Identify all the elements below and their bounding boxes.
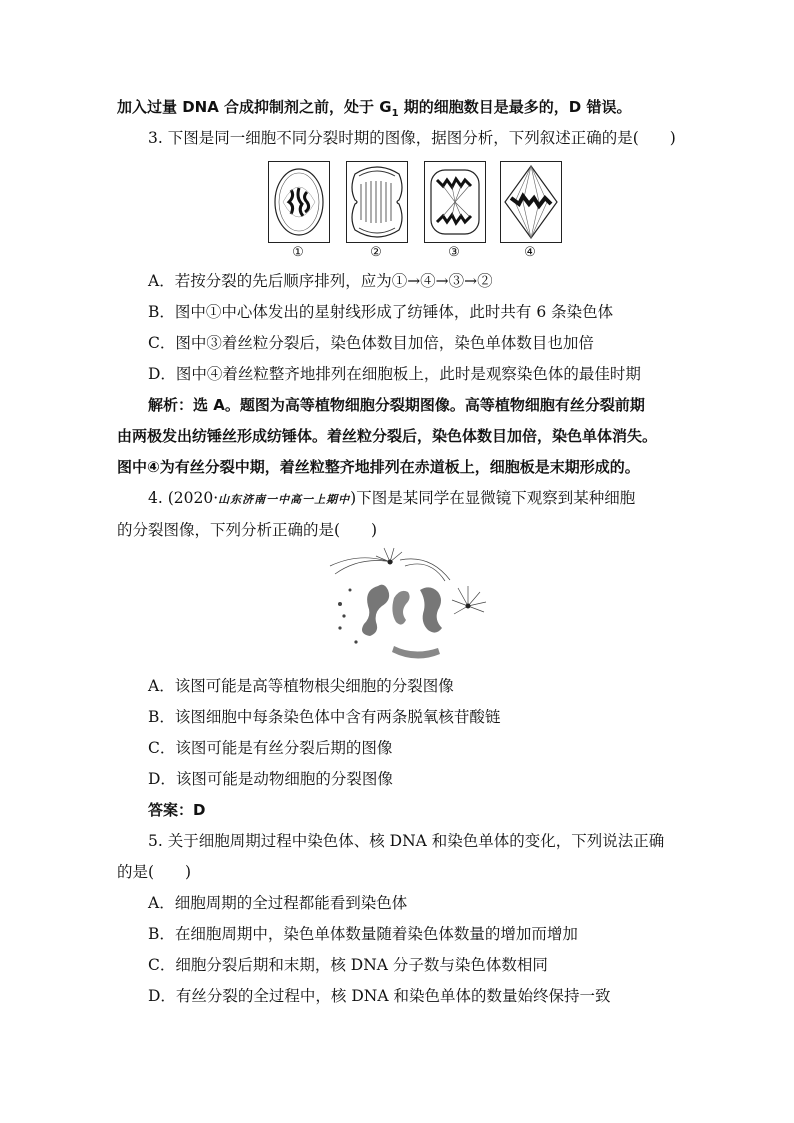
question-3-explanation-1: 解析：选 A。题图为高等植物细胞分裂期图像。高等植物细胞有丝分裂前期 xyxy=(148,396,645,414)
continuation-line: 加入过量 DNA 合成抑制剂之前，处于 $G_1$ 期的细胞数目是最多的，D 错误。 xyxy=(117,98,632,119)
question-4-stem-line-2: 的分裂图像，下列分析正确的是( ) xyxy=(117,521,378,539)
cell-figure-1 xyxy=(268,161,330,243)
figure-label-4: ④ xyxy=(524,245,536,260)
question-5-stem: 5. 关于细胞周期过程中染色体、核 DNA 和染色单体的变化，下列说法正确 xyxy=(148,832,665,850)
question-3-option-d: D．图中④着丝粒整齐地排列在细胞板上，此时是观察染色体的最佳时期 xyxy=(148,365,641,383)
question-4-stem: 4. (2020·山东济南一中高一上期中)下图是某同学在显微镜下观察到某种细胞 xyxy=(148,489,636,507)
question-4-option-c: C．该图可能是有丝分裂后期的图像 xyxy=(148,739,393,757)
figure-label-1: ① xyxy=(292,245,304,260)
question-3-option-b: B．图中①中心体发出的星射线形成了纺锤体，此时共有 6 条染色体 xyxy=(148,303,614,321)
question-3-option-c: C．图中③着丝粒分裂后，染色体数目加倍，染色单体数目也加倍 xyxy=(148,334,594,352)
question-5-option-b: B．在细胞周期中，染色单体数量随着染色体数量的增加而增加 xyxy=(148,925,578,943)
figure-label-3: ③ xyxy=(448,245,460,260)
cell-figure-3 xyxy=(424,161,486,243)
question-5-stem-line-2: 的是( ) xyxy=(117,863,192,881)
question-3-option-a: A．若按分裂的先后顺序排列，应为①→④→③→② xyxy=(148,272,493,290)
micrograph-figure xyxy=(320,546,500,666)
figure-label-2: ② xyxy=(370,245,382,260)
question-4-option-a: A．该图可能是高等植物根尖细胞的分裂图像 xyxy=(148,677,454,695)
question-3-stem: 3. 下图是同一细胞不同分裂时期的图像，据图分析，下列叙述正确的是( ) xyxy=(148,129,676,147)
question-3-explanation-3: 图中④为有丝分裂中期，着丝粒整齐地排列在赤道板上，细胞板是末期形成的。 xyxy=(117,458,640,476)
question-4-answer: 答案：D xyxy=(148,801,206,819)
cell-figure-2 xyxy=(346,161,408,243)
question-4-option-d: D．该图可能是动物细胞的分裂图像 xyxy=(148,770,393,788)
question-5-option-d: D．有丝分裂的全过程中，核 DNA 和染色单体的数量始终保持一致 xyxy=(148,987,611,1005)
question-5-option-a: A．细胞周期的全过程都能看到染色体 xyxy=(148,894,408,912)
question-4-source: 山东济南一中高一上期中 xyxy=(218,493,351,506)
question-5-option-c: C．细胞分裂后期和末期，核 DNA 分子数与染色体数相同 xyxy=(148,956,548,974)
cell-figure-4 xyxy=(500,161,562,243)
question-4-option-b: B．该图细胞中每条染色体中含有两条脱氧核苷酸链 xyxy=(148,708,501,726)
question-3-explanation-2: 由两极发出纺锤丝形成纺锤体。着丝粒分裂后，染色体数目加倍，染色单体消失。 xyxy=(117,427,658,445)
